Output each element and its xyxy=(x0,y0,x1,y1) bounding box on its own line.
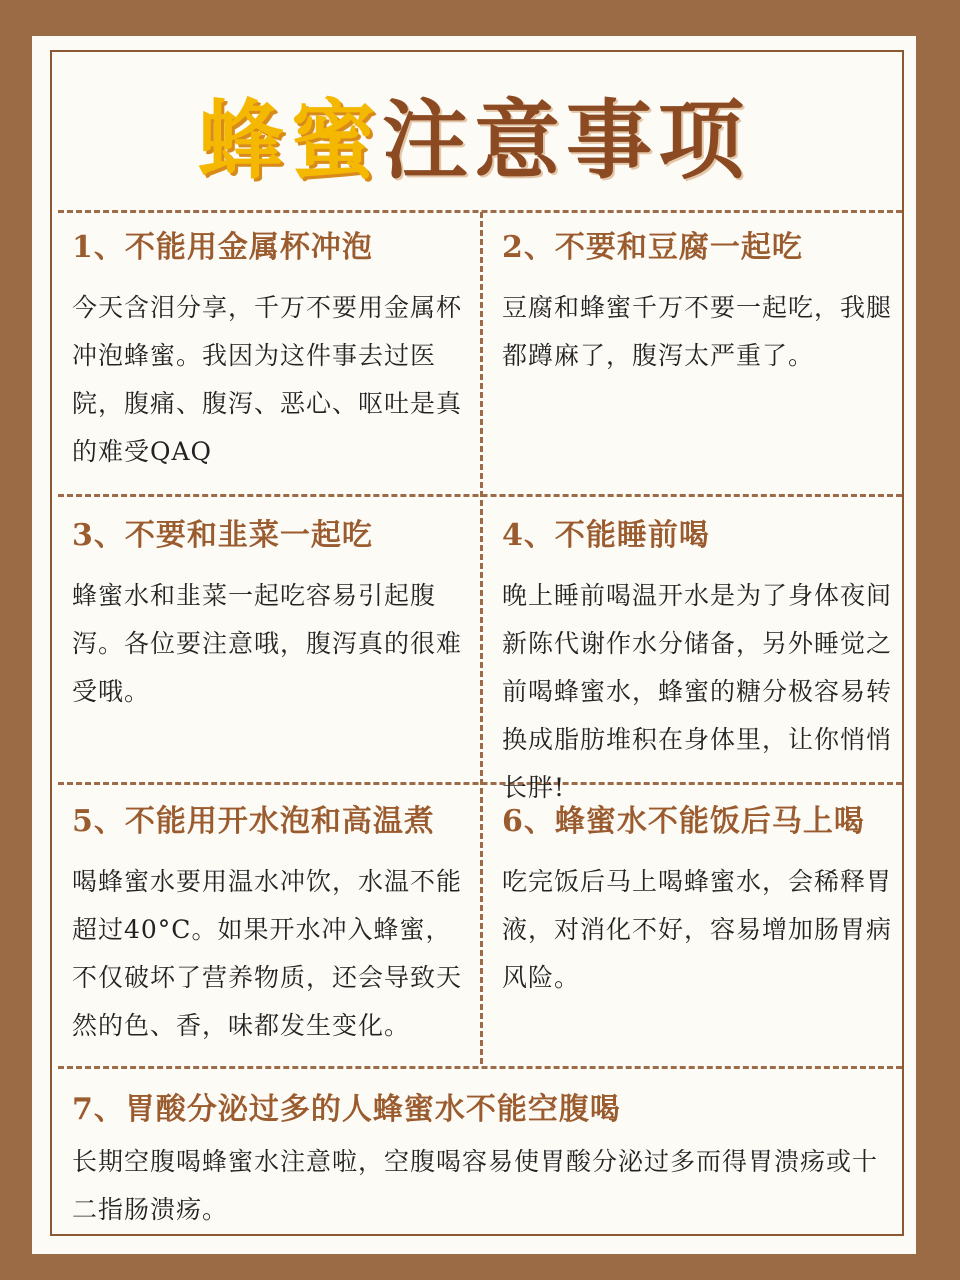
tip-item-4 xyxy=(502,510,894,812)
tip-item-2 xyxy=(502,222,894,380)
page-title xyxy=(32,91,916,191)
tip-heading: 5、不能用开水泡和高温煮 xyxy=(72,804,435,839)
tip-body: 喝蜂蜜水要用温水冲饮，水温不能超过40°C。如果开水冲入蜂蜜，不仅破坏了营养物质，还会导致天然的色、香，味都发生变化。 xyxy=(72,867,463,1040)
tip-item-3 xyxy=(72,510,472,716)
tip-heading: 7、胃酸分泌过多的人蜂蜜水不能空腹喝 xyxy=(72,1092,621,1127)
tip-item-5 xyxy=(72,796,472,1050)
tip-heading: 4、不能睡前喝 xyxy=(502,518,710,553)
tip-body: 吃完饭后马上喝蜂蜜水，会稀释胃液，对消化不好，容易增加肠胃病风险。 xyxy=(502,867,893,992)
tip-item-7 xyxy=(72,1084,892,1234)
tip-body: 豆腐和蜂蜜千万不要一起吃，我腿都蹲麻了，腹泻太严重了。 xyxy=(502,293,893,370)
tip-body: 晚上睡前喝温开水是为了身体夜间新陈代谢作水分储备，另外睡觉之前喝蜂蜜水，蜂蜜的糖分极容易转换成脂肪堆积在身体里，让你悄悄长胖! xyxy=(502,581,893,802)
tip-item-1 xyxy=(72,222,472,476)
tip-body: 蜂蜜水和韭菜一起吃容易引起腹泻。各位要注意哦，腹泻真的很难受哦。 xyxy=(72,581,463,706)
column-divider xyxy=(480,212,483,1064)
tip-body: 今天含泪分享，千万不要用金属杯冲泡蜂蜜。我因为这件事去过医院，腹痛、腹泻、恶心、呕吐是真的难受QAQ xyxy=(72,293,463,466)
tip-body: 长期空腹喝蜂蜜水注意啦，空腹喝容易使胃酸分泌过多而得胃溃疡或十二指肠溃疡。 xyxy=(72,1147,879,1224)
tip-heading: 2、不要和豆腐一起吃 xyxy=(502,230,803,265)
title-rest: 注意事项 xyxy=(382,91,750,191)
title-highlight: 蜂蜜 xyxy=(198,91,382,191)
tip-item-6 xyxy=(502,796,900,1002)
content-card xyxy=(32,36,916,1254)
divider xyxy=(58,1066,902,1069)
tip-heading: 3、不要和韭菜一起吃 xyxy=(72,518,373,553)
tip-heading: 6、蜂蜜水不能饭后马上喝 xyxy=(502,804,865,839)
tip-heading: 1、不能用金属杯冲泡 xyxy=(72,230,373,265)
